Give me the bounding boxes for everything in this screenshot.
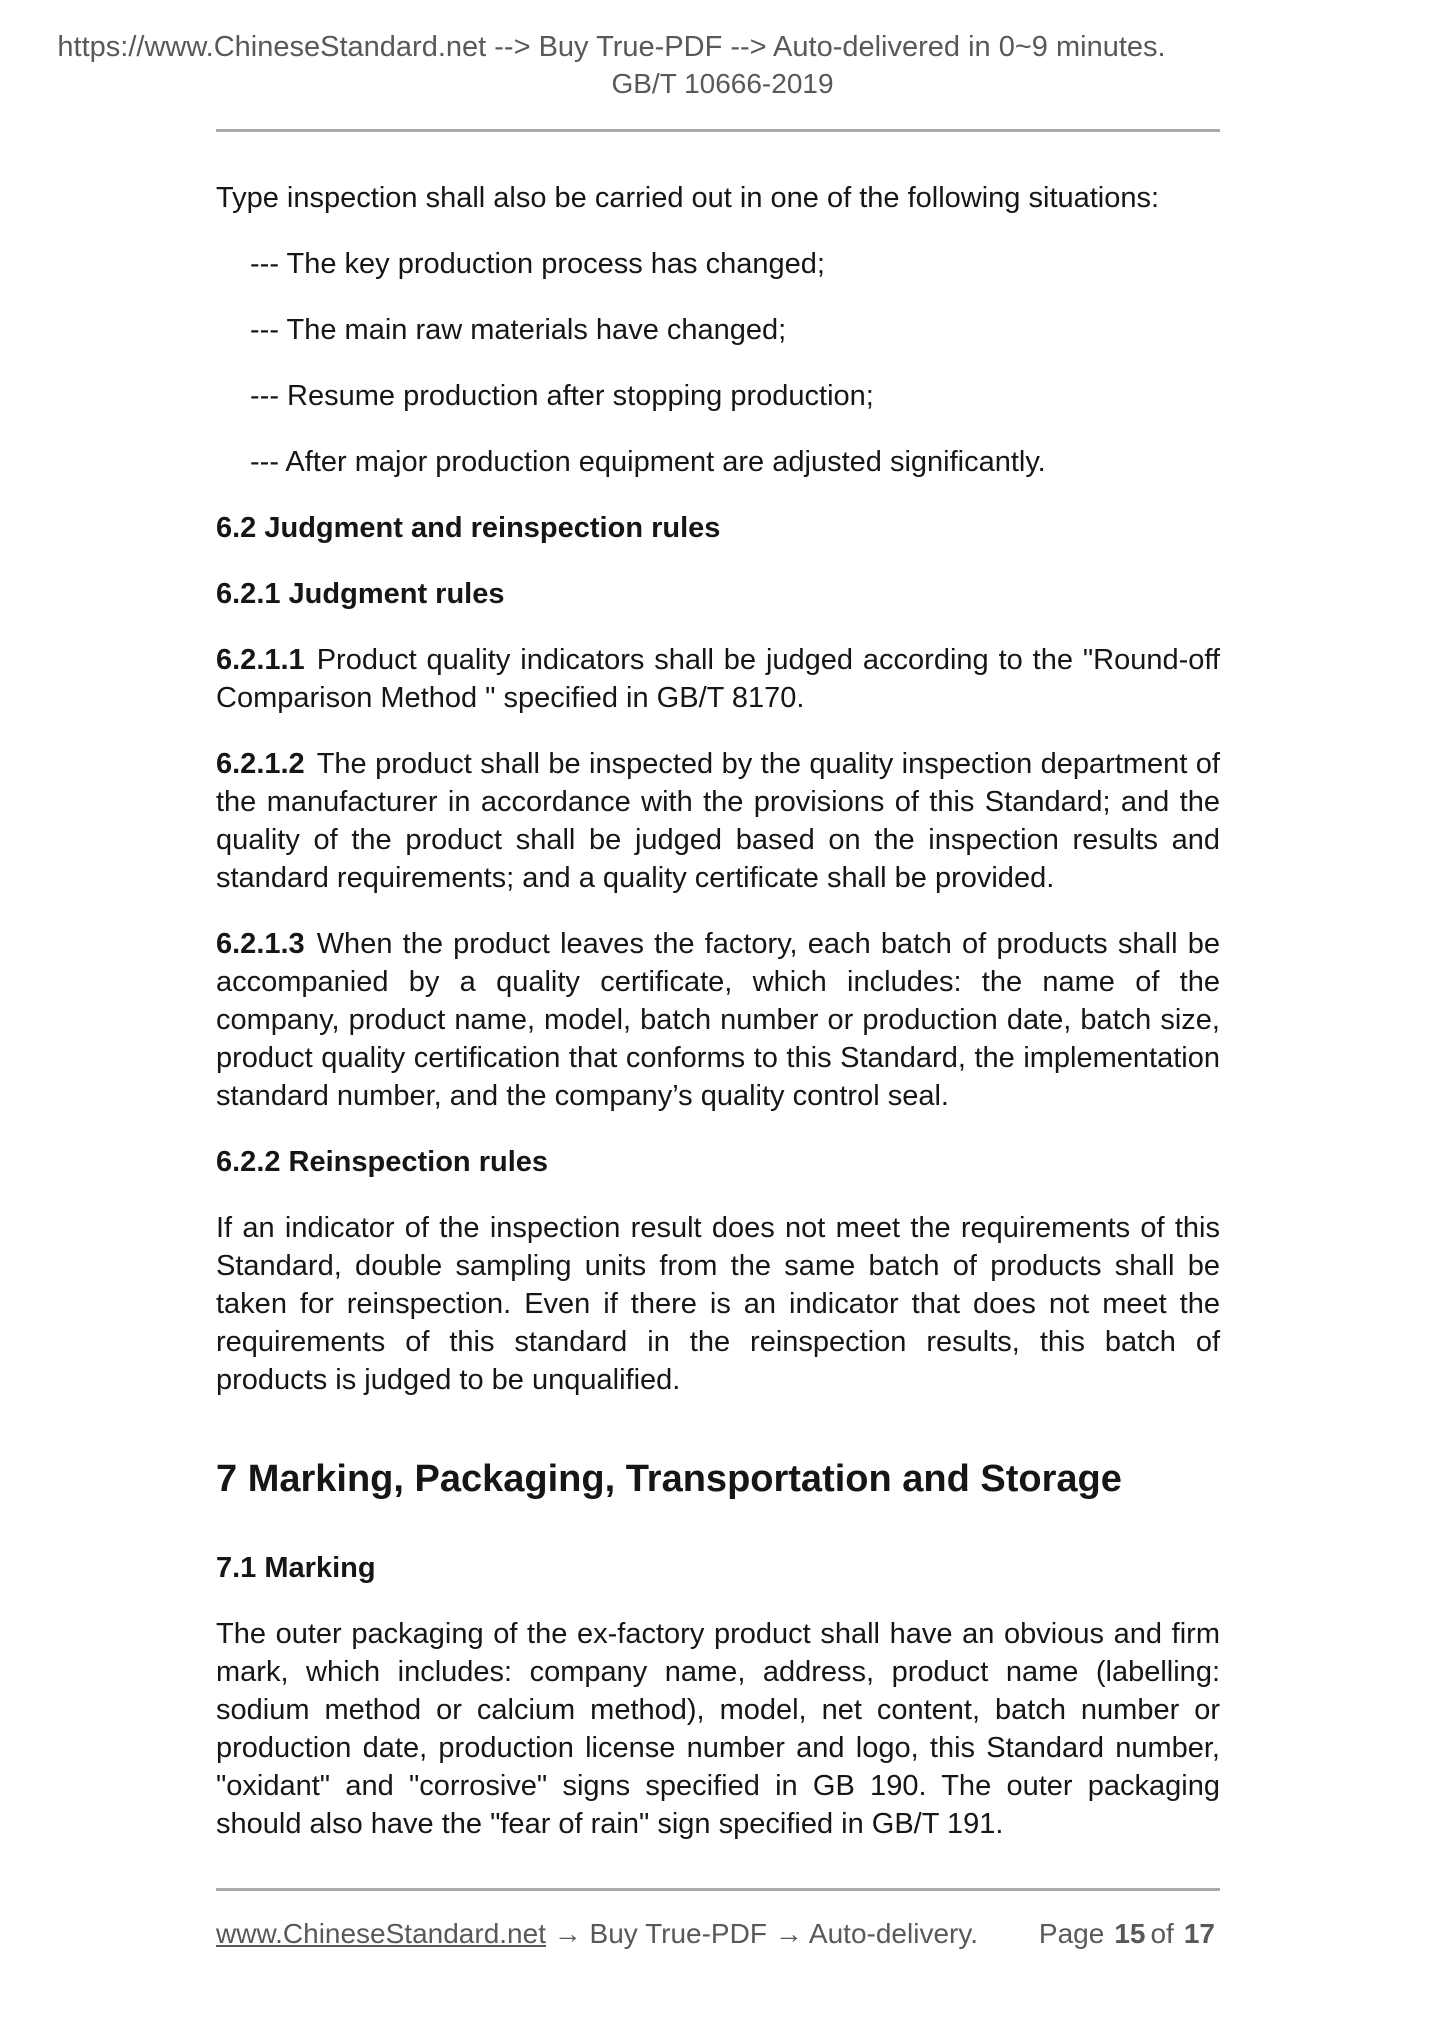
header-doc-number: GB/T 10666-2019 — [611, 68, 834, 99]
clause-number: 6.2.1.1 — [216, 644, 305, 676]
subsection-heading: 6.2.1 Judgment rules — [216, 578, 505, 610]
document-body — [0, 132, 1445, 1843]
footer-tagline-text: → Buy True-PDF → Auto-delivery. — [545, 1918, 979, 1949]
clause-number: 6.2.1.3 — [216, 928, 305, 960]
section-heading: 7 Marking, Packaging, Transportation and Storage — [216, 1458, 1122, 1500]
list-item: --- After major production equipment are adjusted significantly. — [250, 446, 1046, 478]
subsection-heading: 6.2 Judgment and reinspection rules — [216, 512, 721, 544]
clause-text: Product quality indicators shall be judged according to the "Round-off Comparison Method " specified in GB/T 8170. — [216, 644, 1220, 714]
subsection-heading: 7.1 Marking — [216, 1552, 376, 1584]
clause-text: When the product leaves the factory, each batch of products shall be accompanied by a quality certificate, which includes: the name of the company, product name, model, batch number or production date, batch size, product quality certification that conforms to this Standard, the implementation standard number, and the company’s quality control seal. — [216, 928, 1220, 1112]
subsection-heading: 6.2.2 Reinspection rules — [216, 1146, 549, 1178]
clause-paragraph: Type inspection shall also be carried out in one of the following situations: — [216, 182, 1160, 214]
footer-page-indicator — [1039, 1918, 1220, 1950]
clause-paragraph — [216, 641, 1220, 717]
footer-divider — [216, 1888, 1220, 1891]
footer-tagline — [216, 1918, 978, 1950]
page-footer — [216, 1888, 1220, 1950]
list-item: --- Resume production after stopping production; — [250, 380, 874, 412]
footer-page-word: Page — [1038, 1918, 1105, 1949]
footer-page-current: 15 — [1114, 1918, 1146, 1949]
footer-of-word: of — [1150, 1918, 1174, 1949]
page-header — [0, 0, 1445, 132]
footer-site-link[interactable]: www.ChineseStandard.net — [216, 1918, 546, 1949]
clause-paragraph — [216, 925, 1220, 1115]
list-item: --- The main raw materials have changed; — [250, 314, 787, 346]
clause-paragraph: If an indicator of the inspection result does not meet the requirements of this Standard, double sampling units from the same batch of products shall be taken for reinspection. Even if there is an indicator that does not meet the requirements of this standard in the reinspection results, this batch of products is judged to be unqualified. — [216, 1212, 1220, 1396]
clause-text: The product shall be inspected by the quality inspection department of the manufacturer in accordance with the provisions of this Standard; and the quality of the product shall be judged based on the inspection results and standard requirements; and a quality certificate shall be provided. — [216, 748, 1220, 894]
clause-paragraph — [216, 745, 1220, 897]
header-url-line: https://www.ChineseStandard.net --> Buy True-PDF --> Auto-delivered in 0~9 minutes. — [57, 31, 1166, 63]
footer-page-total: 17 — [1183, 1918, 1215, 1949]
list-item: --- The key production process has changed; — [250, 248, 825, 280]
clause-paragraph: The outer packaging of the ex-factory product shall have an obvious and firm mark, which includes: company name, address, product name (labelling: sodium method or calcium method), model, net content, batch number or production date, production license number and logo, this Standard number, "oxidant" and "corrosive" signs specified in GB 190. The outer packaging should also have the "fear of rain" sign specified in GB/T 191. — [216, 1618, 1220, 1840]
clause-number: 6.2.1.2 — [216, 748, 305, 780]
